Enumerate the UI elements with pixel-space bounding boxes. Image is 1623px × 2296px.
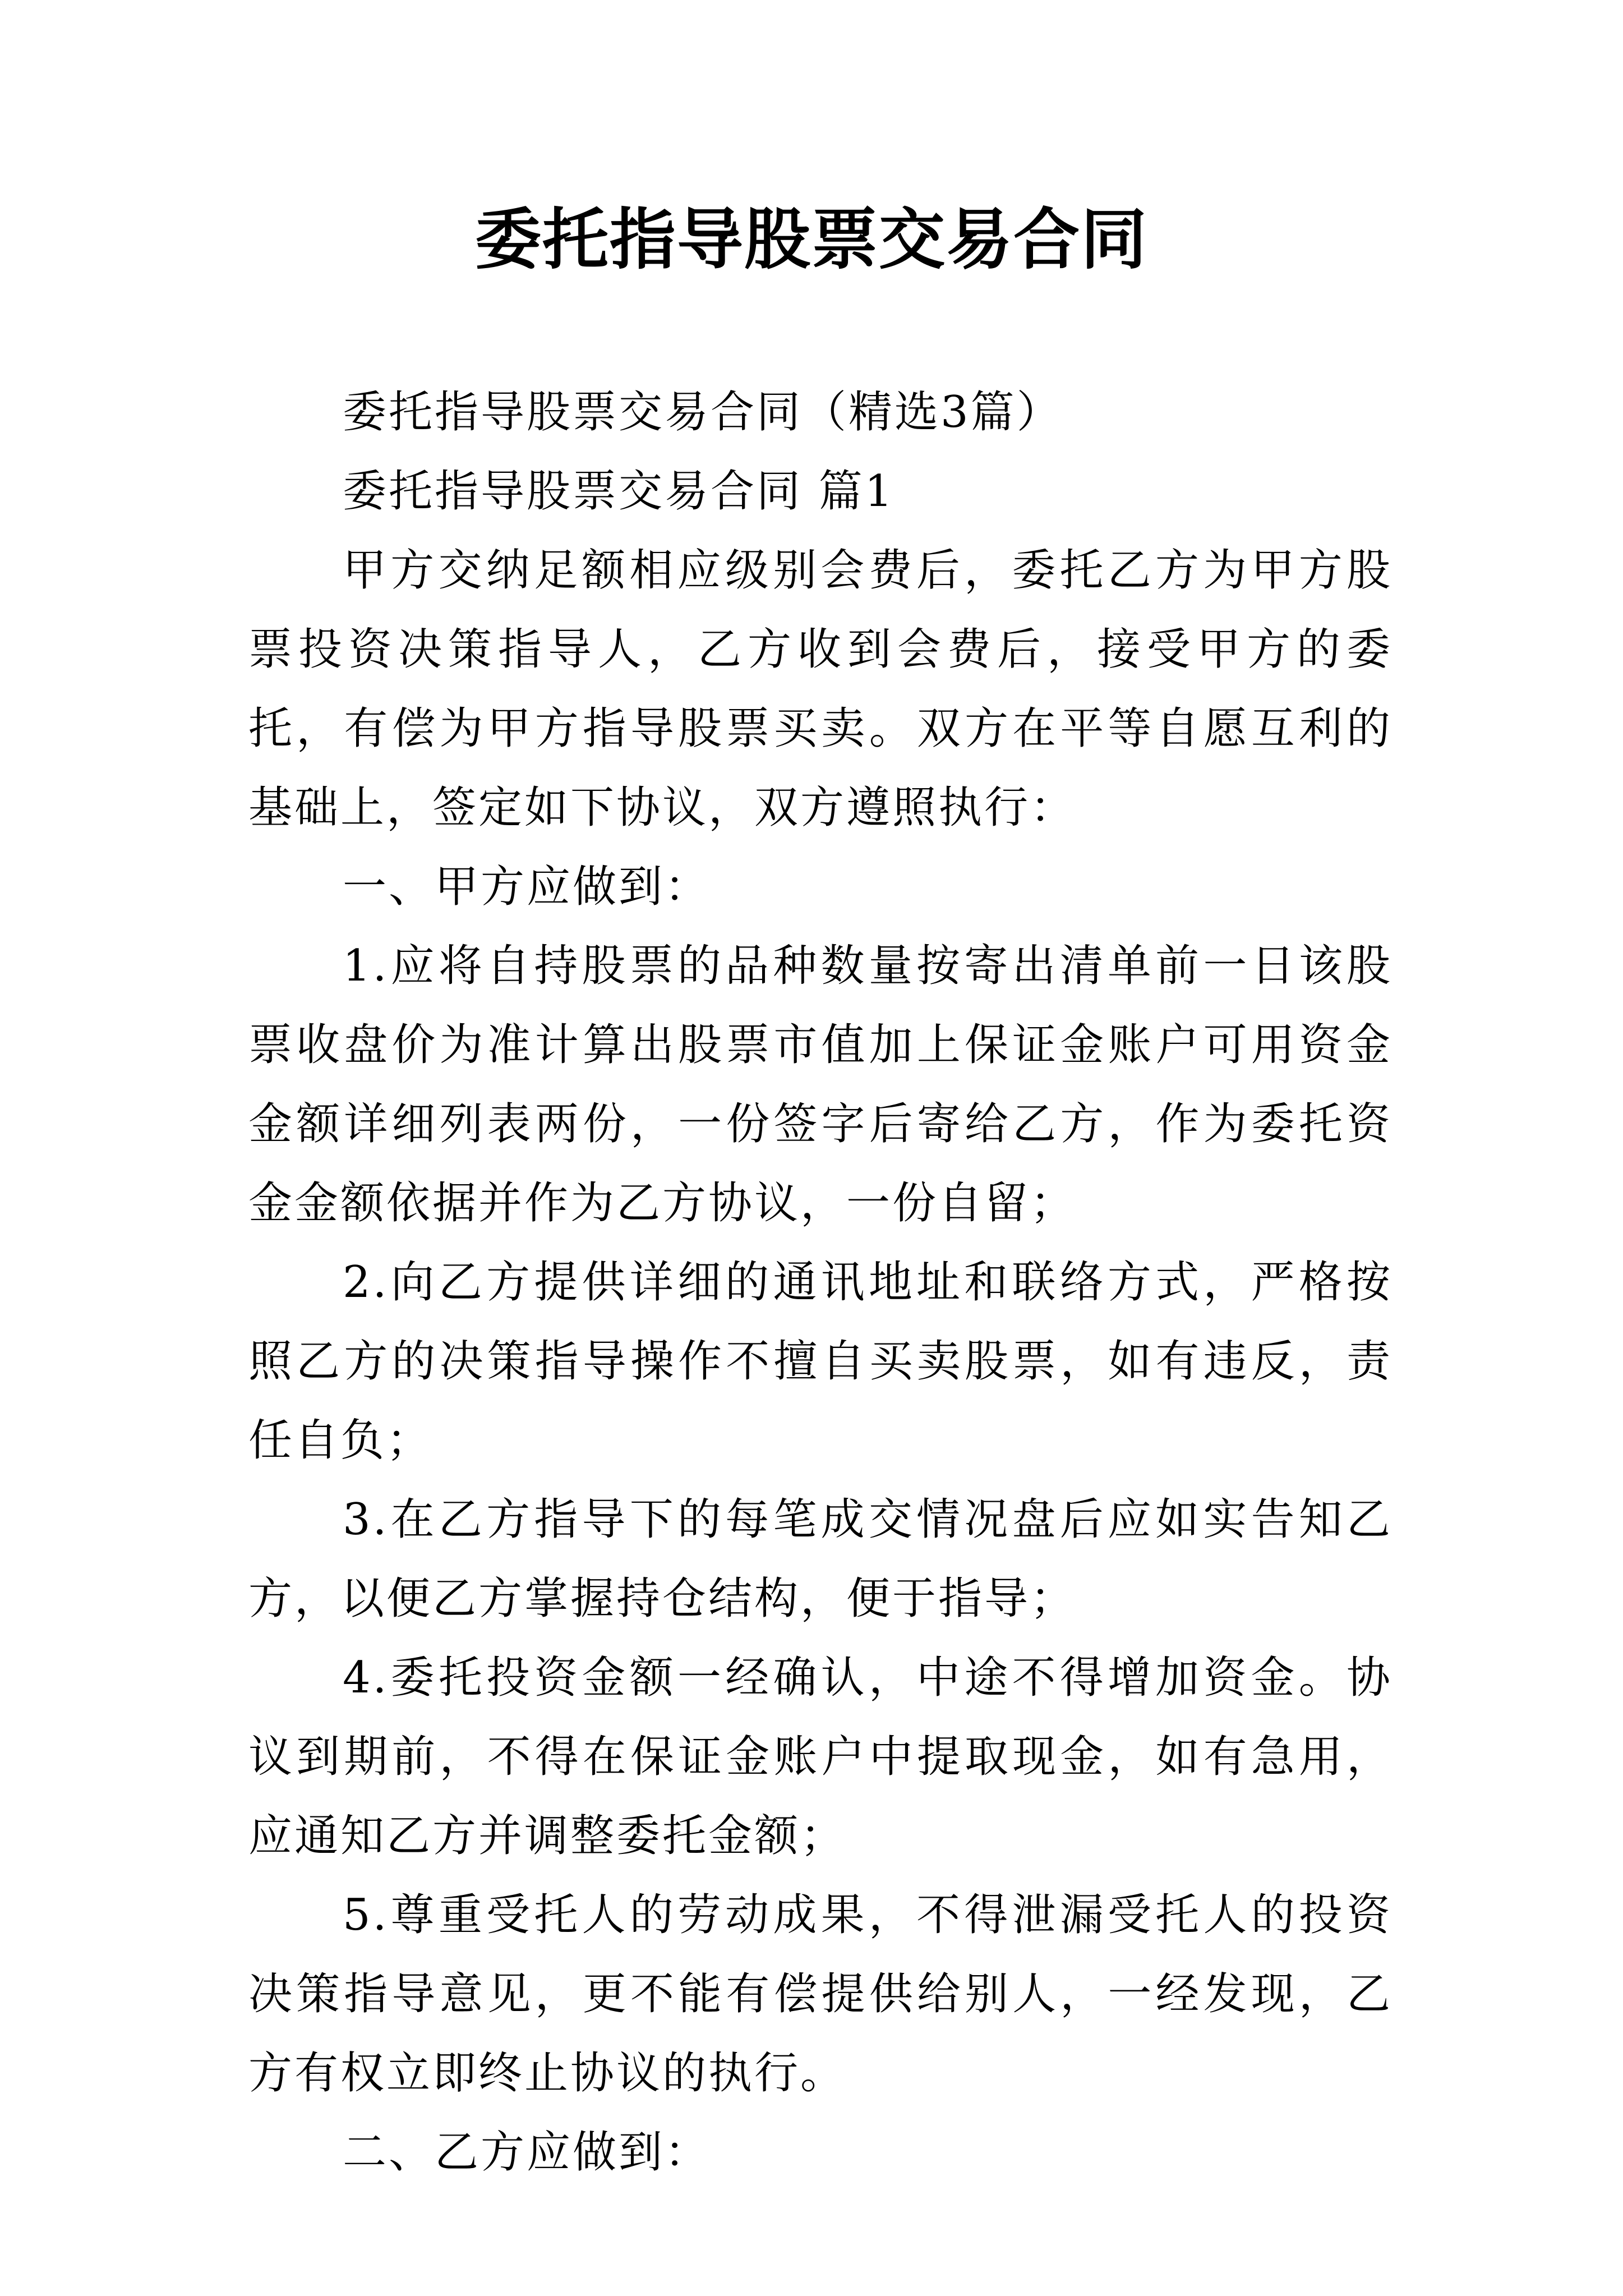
document-body [248, 373, 1393, 2192]
subtitle-collection: 委托指导股票交易合同（精选3篇） [343, 387, 1063, 438]
clause-item-4: 4.委托投资金额一经确认，中途不得增加资金。协议到期前，不得在保证金账户中提取现金，如有急用，应通知乙方并调整委托金额； [248, 1653, 1393, 1861]
section-heading-part1: 委托指导股票交易合同 篇1 [343, 466, 895, 517]
clause-heading-party-a: 一、甲方应做到： [343, 862, 711, 912]
clause-item-5: 5.尊重受托人的劳动成果，不得泄漏受托人的投资决策指导意见，更不能有偿提供给别人，一经发现，乙方有权立即终止协议的执行。 [248, 1890, 1393, 2099]
clause-heading-party-b: 二、乙方应做到： [343, 2127, 711, 2178]
clause-item-1: 1.应将自持股票的品种数量按寄出清单前一日该股票收盘价为准计算出股票市值加上保证金账户可用资金金额详细列表两份，一份签字后寄给乙方，作为委托资金金额依据并作为乙方协议，一份自留； [248, 941, 1393, 1228]
clause-item-2: 2.向乙方提供详细的通讯地址和联络方式，严格按照乙方的决策指导操作不擅自买卖股票，如有违反，责任自负； [248, 1257, 1393, 1466]
clause-item-3: 3.在乙方指导下的每笔成交情况盘后应如实告知乙方，以便乙方掌握持仓结构，便于指导； [248, 1494, 1393, 1624]
document-title: 委托指导股票交易合同 [474, 200, 1148, 278]
intro-paragraph: 甲方交纳足额相应级别会费后，委托乙方为甲方股票投资决策指导人，乙方收到会费后，接受甲方的委托，有偿为甲方指导股票买卖。双方在平等自愿互利的基础上，签定如下协议，双方遵照执行： [248, 545, 1393, 833]
